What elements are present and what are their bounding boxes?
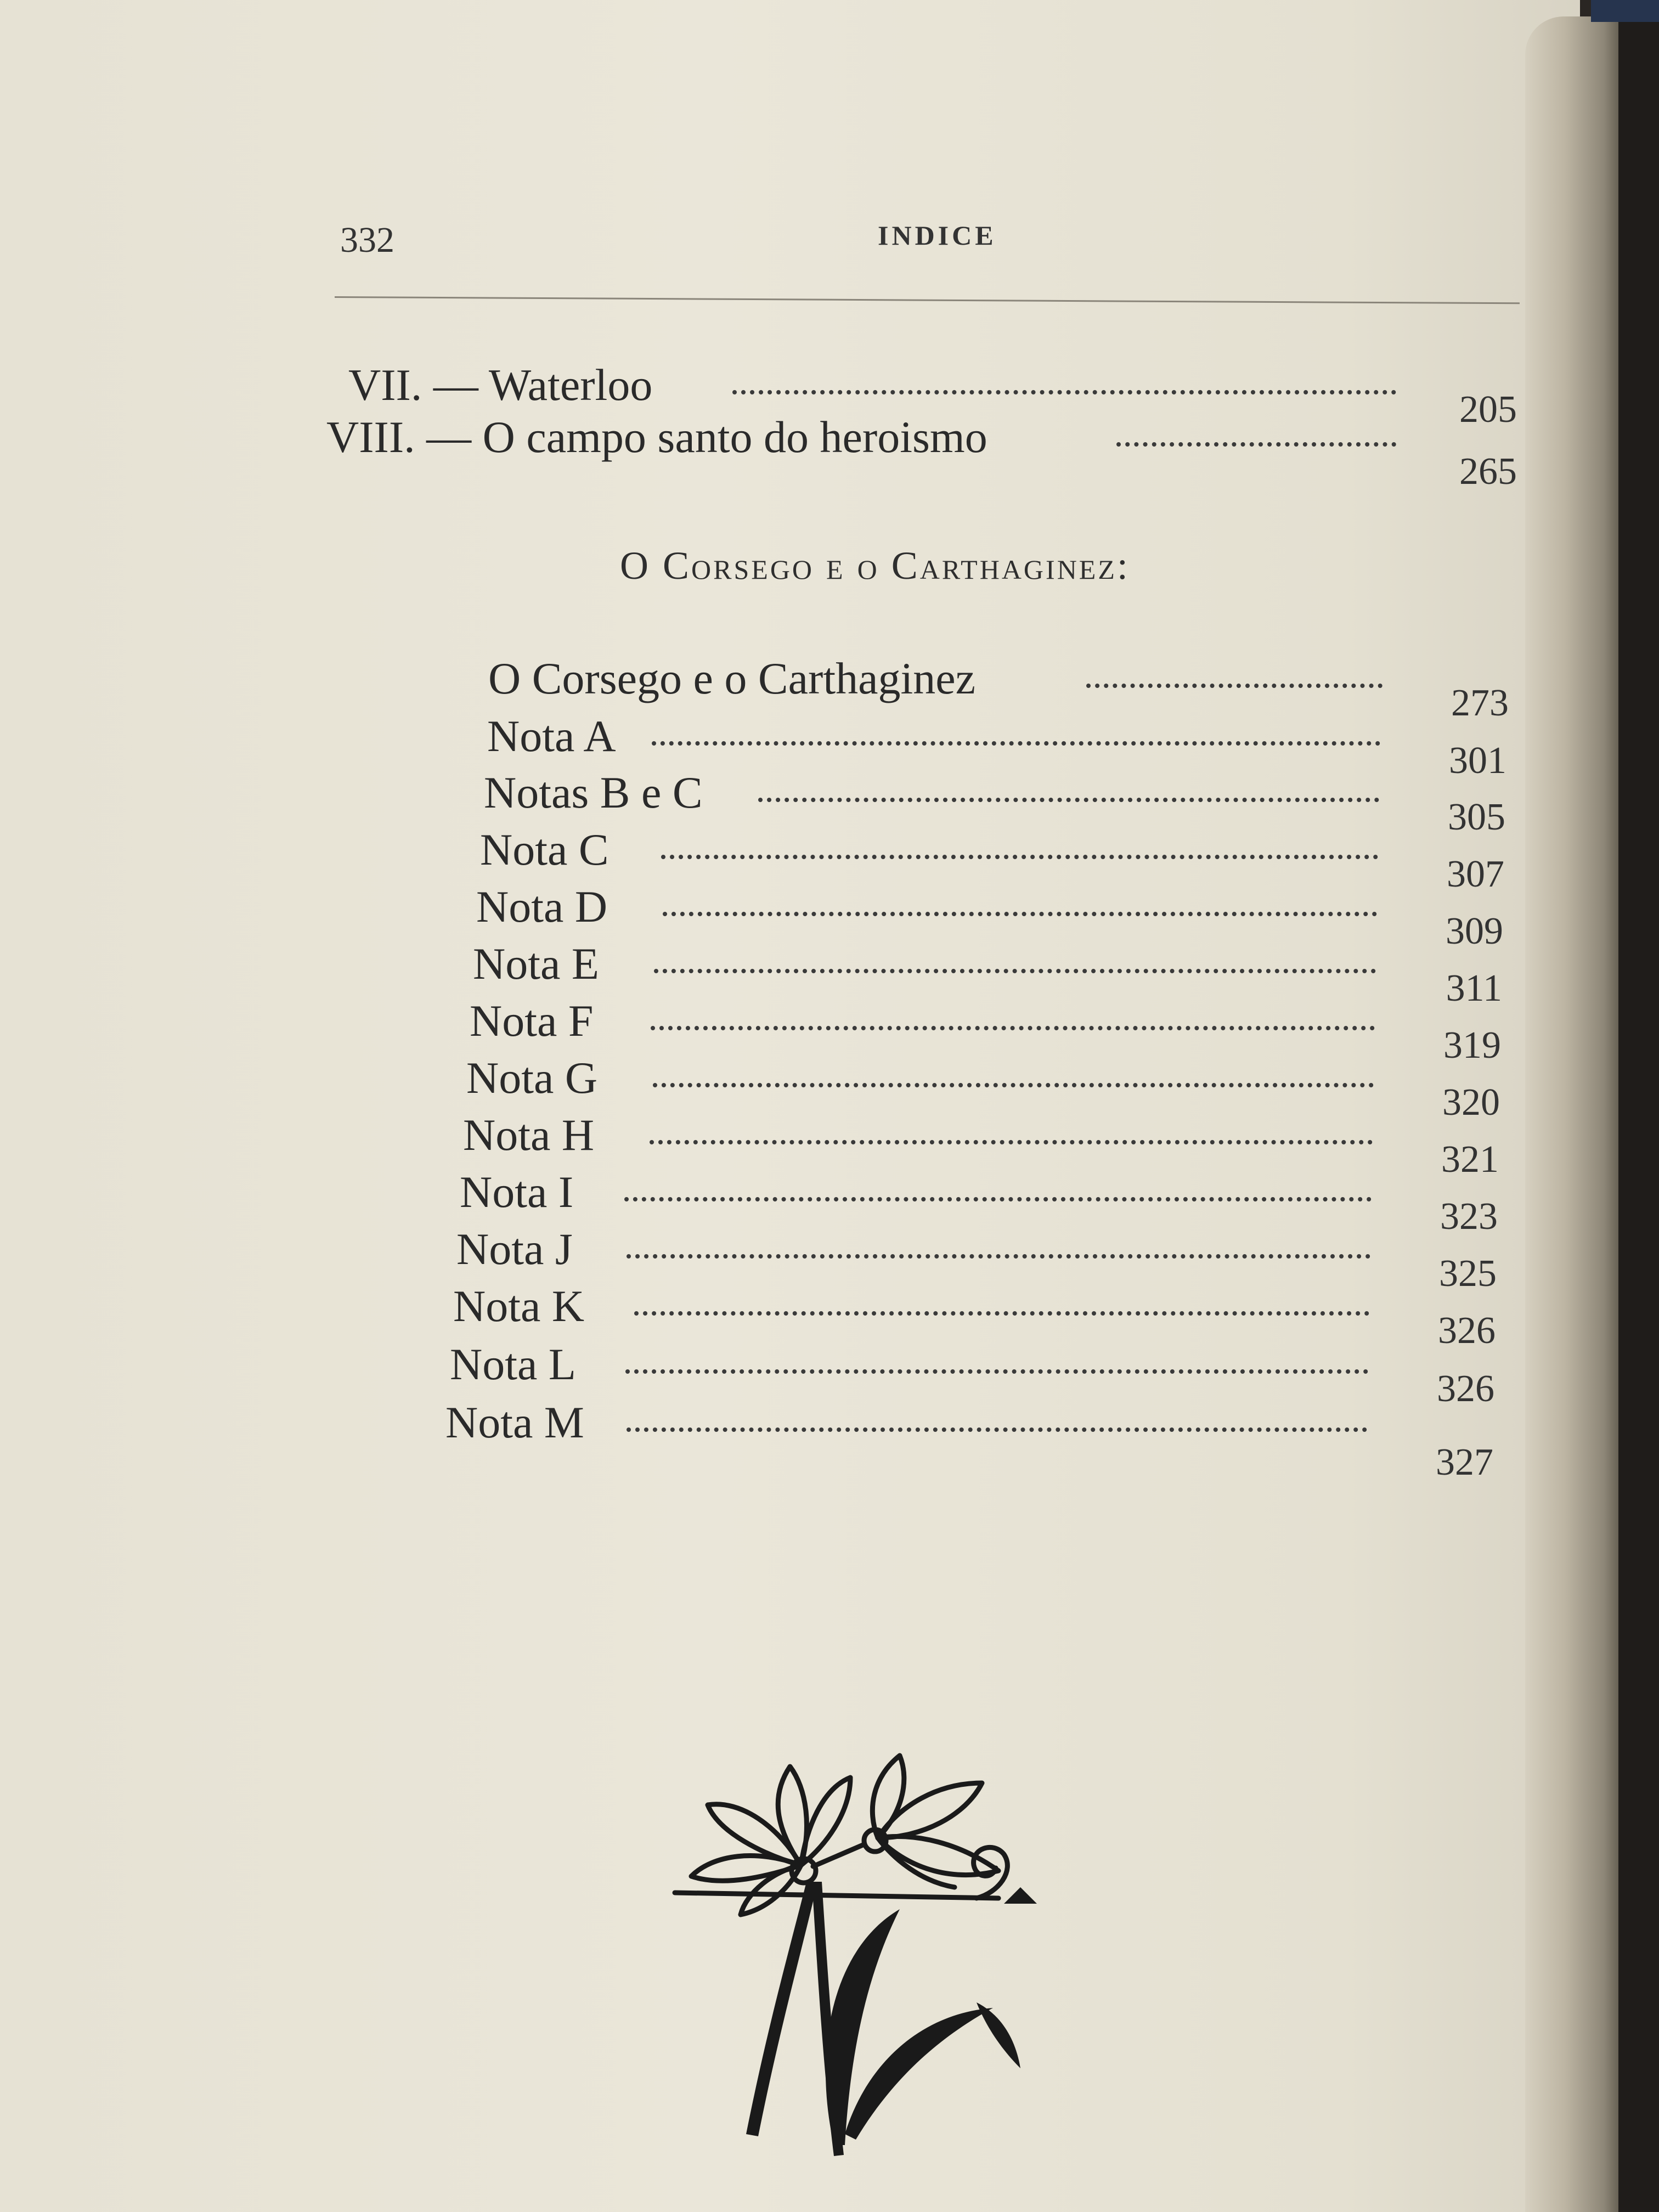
toc-page: 311 bbox=[1446, 967, 1502, 1009]
toc-entry bbox=[484, 767, 1516, 838]
toc-page: 301 bbox=[1449, 740, 1506, 782]
dot-leader bbox=[663, 895, 1377, 916]
toc-page: 205 bbox=[1459, 388, 1517, 431]
toc-entry bbox=[450, 1339, 1505, 1410]
toc-page: 321 bbox=[1441, 1138, 1499, 1181]
dot-leader bbox=[627, 1411, 1367, 1432]
dot-leader bbox=[654, 952, 1376, 973]
page-edge bbox=[1525, 16, 1624, 2212]
toc-entry bbox=[460, 1166, 1509, 1238]
toc-label: Nota K bbox=[453, 1281, 585, 1331]
toc-label: Nota D bbox=[476, 882, 608, 932]
toc-chapter bbox=[348, 359, 1528, 431]
toc-label: Nota J bbox=[456, 1224, 573, 1274]
toc-page: 326 bbox=[1438, 1310, 1496, 1352]
toc-page: 319 bbox=[1443, 1024, 1501, 1066]
toc-page: 307 bbox=[1447, 853, 1504, 895]
running-head bbox=[329, 219, 1525, 274]
dot-leader bbox=[1116, 426, 1396, 447]
toc-page: 305 bbox=[1448, 796, 1505, 838]
toc-entry bbox=[470, 995, 1512, 1066]
toc-page: 325 bbox=[1439, 1252, 1497, 1295]
dot-leader bbox=[625, 1353, 1368, 1374]
background-corner bbox=[1591, 0, 1659, 22]
header-rule bbox=[335, 296, 1520, 304]
toc-entry bbox=[463, 1109, 1510, 1181]
toc-entry bbox=[473, 938, 1513, 1009]
toc-entry bbox=[445, 1397, 1504, 1483]
toc-label: Nota M bbox=[445, 1397, 584, 1447]
book-cover-edge bbox=[1618, 0, 1659, 2212]
toc-label: O Corsego e o Carthaginez bbox=[488, 653, 976, 703]
page-number: 332 bbox=[340, 220, 394, 260]
toc-label: Nota E bbox=[473, 939, 599, 989]
dot-leader bbox=[651, 1009, 1375, 1030]
toc-label: Nota L bbox=[450, 1339, 576, 1389]
toc-label: Nota H bbox=[463, 1110, 595, 1160]
dot-leader bbox=[1086, 667, 1383, 688]
toc-label: Nota C bbox=[480, 825, 609, 874]
dot-leader bbox=[758, 781, 1379, 802]
dot-leader bbox=[652, 725, 1380, 746]
toc-label: Nota A bbox=[487, 711, 616, 761]
toc-entry bbox=[453, 1280, 1506, 1352]
toc-page: 320 bbox=[1442, 1081, 1500, 1124]
dot-leader bbox=[650, 1124, 1373, 1144]
dot-leader bbox=[624, 1181, 1372, 1201]
toc-page: 265 bbox=[1459, 450, 1517, 493]
dot-leader bbox=[732, 374, 1396, 394]
toc-label: Nota F bbox=[470, 996, 594, 1046]
dot-leader bbox=[634, 1295, 1369, 1316]
toc-label: VIII. — O campo santo do heroismo bbox=[326, 412, 988, 462]
toc-entry bbox=[488, 653, 1520, 724]
toc-entry bbox=[487, 710, 1517, 782]
flower-vignette-icon bbox=[669, 1739, 1053, 2189]
toc-entry bbox=[476, 881, 1514, 952]
toc-page: 326 bbox=[1437, 1368, 1494, 1410]
toc-label: Nota I bbox=[460, 1167, 574, 1217]
toc-entry bbox=[466, 1052, 1511, 1124]
toc-chapter bbox=[326, 411, 1528, 493]
toc-label: Notas B e C bbox=[484, 768, 703, 817]
toc-entry bbox=[456, 1223, 1508, 1295]
index-title: INDICE bbox=[878, 220, 997, 251]
toc-page: 323 bbox=[1440, 1195, 1498, 1238]
toc-entry bbox=[480, 824, 1515, 895]
dot-leader bbox=[627, 1238, 1370, 1259]
toc-page: 327 bbox=[1436, 1441, 1493, 1483]
dot-leader bbox=[661, 838, 1378, 859]
toc-label: Nota G bbox=[466, 1053, 598, 1103]
section-heading: O Corsego e o Carthaginez: bbox=[620, 544, 1130, 588]
dot-leader bbox=[653, 1066, 1374, 1087]
toc-page: 273 bbox=[1451, 682, 1509, 724]
toc-label: VII. — Waterloo bbox=[348, 360, 653, 410]
toc-page: 309 bbox=[1446, 910, 1503, 952]
